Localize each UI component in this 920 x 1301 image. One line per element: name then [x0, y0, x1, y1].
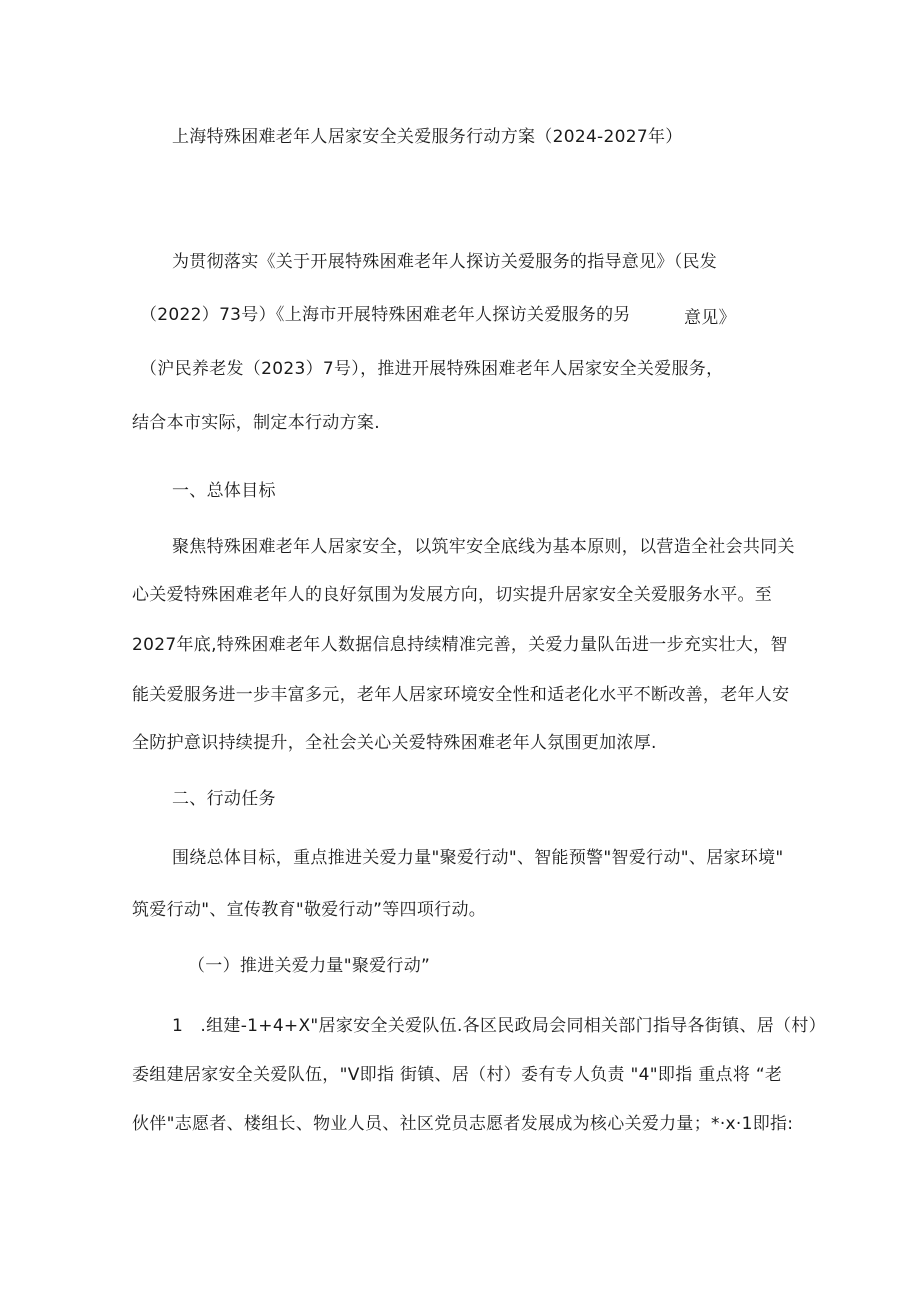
section-1-para-line-2: 心关爱特殊困难老年人的良好氛围为发展方向，切实提升居家安全关爱服务水平。至: [132, 585, 773, 605]
intro-line-3: （沪民养老发（2023）7号），推进开展特殊困难老年人居家安全关爱服务，: [140, 359, 724, 379]
item-1-line-2: 委组建居家安全关爱队伍，"V即指 街镇、居（村）委有专人负责 "4"即指 重点将 “老: [132, 1065, 783, 1085]
intro-line-4: 结合本市实际，制定本行动方案.: [132, 413, 380, 433]
item-1-line-3: 伙伴"志愿者、楼组长、物业人员、社区党员志愿者发展成为核心关爱力量；*·x·1即指:: [132, 1114, 794, 1134]
section-1-para-line-4: 能关爱服务进一步丰富多元，老年人居家环境安全性和适老化水平不断改善，老年人安: [132, 685, 790, 705]
intro-line-1: 为贯彻落实《关于开展特殊困难老年人探访关爱服务的指导意见》（民发: [172, 252, 718, 272]
section-2-para-line-2: 筑爱行动"、宣传教育"敬爱行动”等四项行动。: [132, 900, 487, 920]
section-1-heading: 一、总体目标: [172, 481, 276, 501]
section-2-para-line-1: 围绕总体目标，重点推进关爱力量"聚爱行动"、智能预警"智爱行动"、居家环境": [172, 848, 784, 868]
section-1-para-line-3: 2027年底,特殊困难老年人数据信息持续精准完善，关爱力量队缶进一步充实壮大，智: [132, 635, 788, 655]
subsection-1-heading: （一）推进关爱力量"聚爱行动”: [188, 956, 431, 976]
section-2-heading: 二、行动任务: [172, 789, 276, 809]
item-1-line-1: 1 .组建-1+4+X"居家安全关爱队伍.各区民政局会同相关部门指导各街镇、居（村）: [172, 1016, 826, 1036]
page-title: 上海特殊困难老年人居家安全关爱服务行动方案（2024-2027年）: [172, 127, 683, 147]
intro-line-2a: （2022）73号）《上海市开展特殊困难老年人探访关爱服务的另: [140, 305, 631, 325]
section-1-para-line-1: 聚焦特殊困难老年人居家安全，以筑牢安全底线为基本原则，以营造全社会共同关: [172, 537, 795, 557]
intro-line-2b: 意见》: [684, 308, 736, 328]
section-1-para-line-5: 全防护意识持续提升，全社会关心关爱特殊困难老年人氛围更加浓厚.: [132, 733, 657, 753]
